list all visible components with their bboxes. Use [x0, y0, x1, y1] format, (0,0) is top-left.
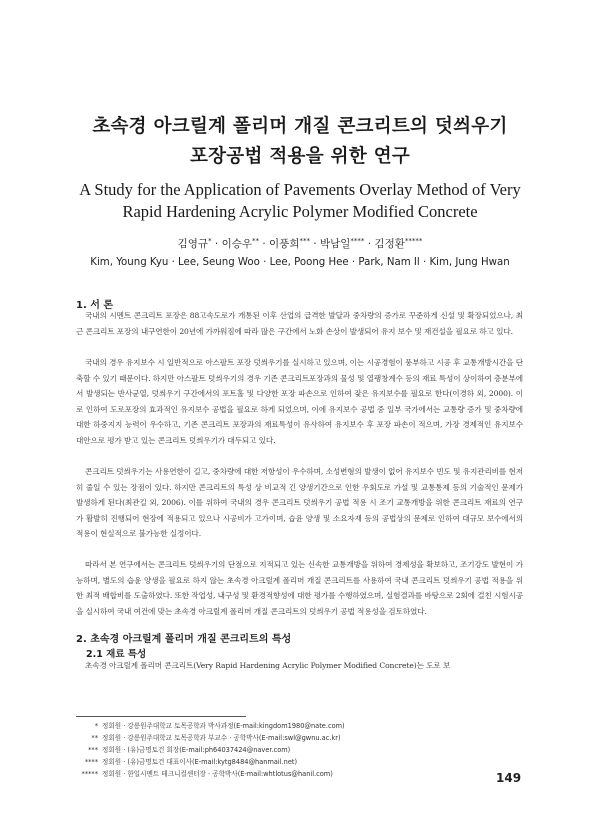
author-mark: *****: [404, 237, 423, 245]
footnote-item: [76, 744, 345, 756]
footnote-item: [76, 768, 345, 780]
footnote-text: 정회원 · 강릉원주대학교 토목공학과 박사과정(E-mail:kingdom1980@nate.com): [102, 722, 345, 730]
section-1-paragraph-1: 국내의 시멘트 콘크리트 포장은 88고속도로가 개통된 이후 산업의 급격한 발달과 중차량의 증가로 꾸준하게 신설 및 확장되었으나, 최근 콘크리트 포장의 내구연한이 20년에 가까워짐에 따라 많은 구간에서 노화 손상이 발생되어 유지 보수 및 재건설을 필요로 하고 있다.: [76, 311, 523, 336]
section-2-heading: 2. 초속경 아크릴계 폴리머 개질 콘크리트의 특성: [76, 634, 292, 645]
title-korean-line1: 초속경 아크릴계 폴리머 개질 콘크리트의 덧씌우기: [92, 116, 508, 137]
footnote-item: [76, 756, 345, 768]
footnote-divider: [76, 716, 246, 717]
title-english-line2: Rapid Hardening Acrylic Polymer Modified Concrete: [122, 202, 478, 221]
footnote-mark: *****: [81, 770, 98, 778]
authors-english: Kim, Young Kyu · Lee, Seung Woo · Lee, Poong Hee · Park, Nam Il · Kim, Jung Hwan: [90, 257, 510, 268]
section-1-paragraph-2: 국내의 경우 유지보수 시 일반적으로 아스팔트 포장 덧씌우기를 실시하고 있으며, 이는 시공경험이 풍부하고 시공 후 교통개방시간을 단축할 수 있기 때문이다. 하지만 아스팔트 덧씌우기의 경우 기존 콘크리트포장과의 물성 및 열팽창계수 등의 재료 특성이 상이하여 층분부에서 발생되는 반사균열, 덧씌우기 구간에서의 포트홀 및 다양한 포장 파손으로 인하여 잦은 유지보수를 필요로 한다(이경하 외, 2000). 이로 인하여 도로포장의 효과적인 유지보수 공법을 필요로 하게 되었으며, 이에 유지보수 공법 중 일부 국가에서는 교통량 증가 및 중차량에 대한 하중지지 능력이 우수하고, 기존 콘크리트 포장과의 재료특성이 유사하여 유지보수 후 포장 파손이 적으며, 가장 경제적인 유지보수 대안으로 평가 받고 있는 콘크리트 덧씌우기가 대두되고 있다.: [76, 358, 523, 445]
author-name: 이승우: [221, 238, 253, 250]
section-1-heading: 1. 서 론: [76, 300, 114, 311]
author-mark: *: [208, 237, 212, 245]
footnote-mark: **: [91, 734, 98, 742]
title-korean-line2: 포장공법 적용을 위한 연구: [189, 146, 411, 167]
footnote-text: 정회원 · 한일시멘트 테크니컬센터장 · 공학박사(E-mail:whtlotus@hanil.com): [102, 770, 333, 778]
section-1-paragraph-3: 콘크리트 덧씌우기는 사용연한이 길고, 중차량에 대한 저항성이 우수하며, 소성변형의 발생이 없어 유지보수 빈도 및 유지관리비를 현저히 줄일 수 있는 장점이 있다. 하지만 콘크리트의 특성 상 비교적 긴 양생기간으로 인한 우회도로 가설 및 교통통제 등의 기술적인 문제가 발생하게 된다(최관길 외, 2006). 이를 위하여 국내의 경우 콘크리트 덧씌우기 공법 적용 시 조기 교통개방을 위한 콘크리트 재료의 연구가 활발히 진행되어 현장에 적용되고 있으나 시공비가 고가이며, 습윤 양생 및 소요자재 등의 공법상의 문제로 인하여 대규모 보수에서의 적용이 현실적으로 불가능한 실정이다.: [76, 467, 523, 538]
author-separator: ·: [364, 238, 375, 250]
author-mark: ****: [350, 237, 365, 245]
author-mark: ***: [299, 237, 310, 245]
author-name: 이풍희: [269, 238, 300, 250]
footnote-mark: ****: [84, 758, 98, 766]
footnote-item: [76, 720, 345, 732]
footnote-text: 정회원 · (유)금명토건 회장(E-mail:ph64037424@naver.com): [102, 746, 291, 754]
section-2-1-paragraph: 초속경 아크릴계 폴리머 콘크리트(Very Rapid Hardening Acrylic Polymer Modified Concrete)는 도로 보: [85, 661, 451, 670]
author-separator: ·: [211, 238, 222, 250]
footnote-text: 정회원 · 강릉원주대학교 토목공학과 부교수 · 공학박사(E-mail:swl@gwnu.ac.kr): [102, 734, 341, 742]
page-number: 149: [496, 771, 522, 785]
footnote-text: 정회원 · (유)금명토건 대표이사(E-mail:kytg8484@hanmail.net): [102, 758, 298, 766]
footnotes: [76, 720, 345, 780]
footnote-mark: *: [94, 722, 98, 730]
footnote-item: [76, 732, 345, 744]
author-separator: ·: [259, 238, 270, 250]
author-name: 김정환: [374, 238, 405, 250]
author-name: 김영규: [177, 238, 209, 250]
section-2-1-heading: 2.1 재료 특성: [86, 649, 147, 660]
author-mark: **: [252, 237, 260, 245]
title-english-line1: A Study for the Application of Pavements Overlay Method of Very: [79, 180, 521, 199]
author-name: 박남일: [319, 238, 351, 250]
section-1-paragraph-4: 따라서 본 연구에서는 콘크리트 덧씌우기의 단점으로 지적되고 있는 신속한 교통개방을 위하여 경제성을 확보하고, 조기강도 발현이 가능하며, 별도의 습윤 양생을 필요로 하지 않는 초속경 아크릴계 폴리머 개질 콘크리트를 사용하여 국내 콘크리트 덧씌우기 공법 적용을 위한 최적 배합비를 도출하였다. 또한 작업성, 내구성 및 환경적향성에 대한 평가를 수행하였으며, 실험결과를 바탕으로 2회에 걸친 시험시공을 실시하여 국내 여건에 맞는 초속경 아크릴계 폴리머 개질 콘크리트의 덧씌우기 공법 적용성을 검토하였다.: [76, 560, 523, 616]
author-separator: ·: [309, 238, 320, 250]
footnote-mark: ***: [88, 746, 98, 754]
authors-korean: [60, 236, 540, 251]
